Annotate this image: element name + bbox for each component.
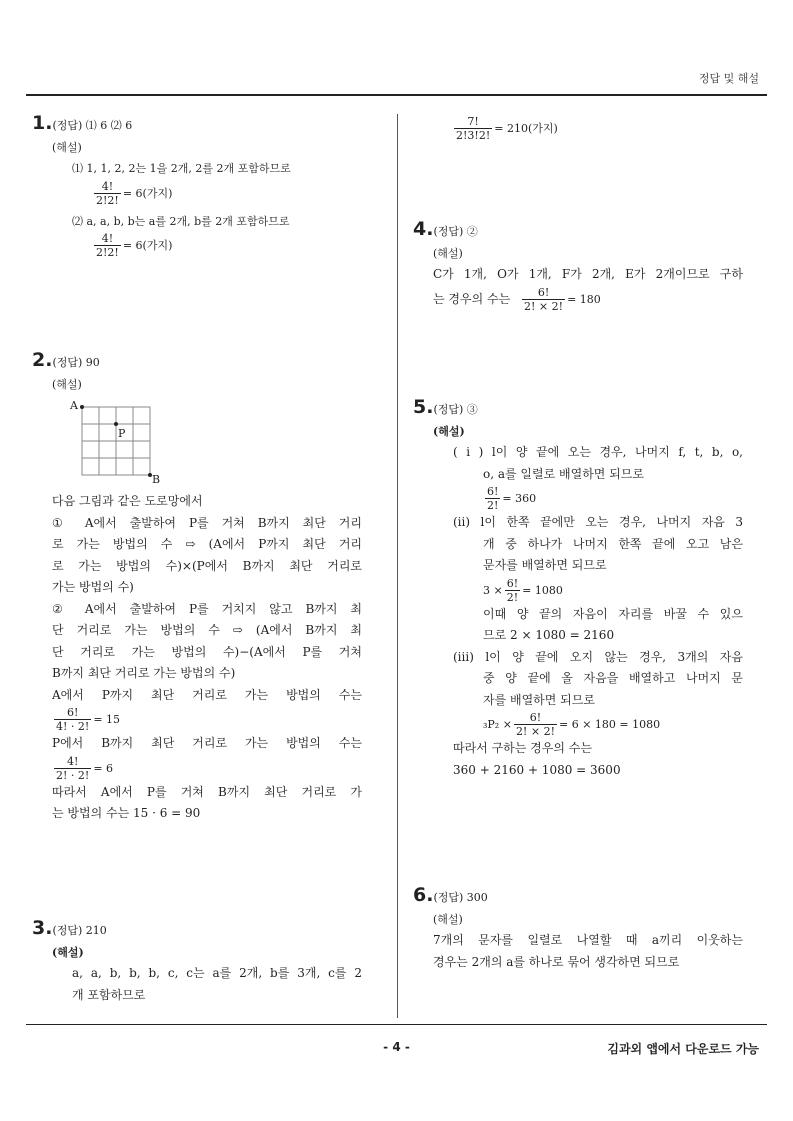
formula-result: = 6 × 180 = 1080 — [559, 718, 661, 731]
explanation-text: 따라서 A에서 P를 거쳐 B까지 최단 거리로 가 — [52, 784, 362, 799]
explanation-text: 가는 방법의 수) — [52, 580, 134, 594]
fraction-numerator: 7! — [467, 115, 479, 128]
fraction-numerator: 6! — [506, 576, 519, 590]
fraction-denominator: 2!3!2! — [456, 129, 491, 142]
case-text: 자를 배열하면 되므로 — [483, 692, 595, 707]
question-number: 4. — [413, 218, 434, 240]
explanation-label: (해설) — [52, 140, 82, 154]
question-4 — [413, 219, 743, 313]
explanation-text: 경우는 2개의 a를 하나로 묶어 생각하면 되므로 — [433, 954, 680, 969]
fraction-denominator: 2!2! — [96, 193, 119, 207]
question-1 — [32, 113, 372, 259]
case-text: 개 중 하나가 나머지 한쪽 끝에 오고 남은 — [483, 536, 743, 551]
conclusion-text: 따라서 구하는 경우의 수는 — [453, 741, 592, 755]
explanation-label: (해설) — [52, 945, 84, 959]
explanation-text: ② A에서 출발하여 P를 거치지 않고 B까지 최 — [52, 601, 362, 616]
road-grid-diagram — [52, 399, 161, 489]
formula-result: = 180 — [567, 292, 601, 306]
formula-result: = 6(가지) — [122, 239, 173, 252]
page-number: - 4 - — [383, 1040, 410, 1054]
question-2 — [32, 350, 362, 825]
fraction-numerator: 6! — [66, 706, 79, 719]
explanation-text: ⑵ a, a, b, b는 a를 2개, b를 2개 포함하므로 — [72, 214, 290, 228]
grid-svg — [52, 399, 162, 489]
fraction-numerator: 6! — [537, 285, 550, 299]
formula-result: = 6 — [93, 761, 114, 775]
case-text: (iii) l이 양 끝에 오지 않는 경우, 3개의 자음 — [453, 649, 743, 664]
grid-label-p: P — [118, 427, 126, 440]
explanation-label: (해설) — [433, 246, 463, 260]
fraction-denominator: 4! · 2! — [56, 720, 90, 733]
formula-result: = 15 — [93, 713, 121, 726]
question-5 — [413, 397, 743, 781]
answer-line: (정답) 210 — [52, 924, 107, 937]
fraction-denominator: 2! — [506, 590, 519, 604]
question-number: 5. — [413, 396, 434, 418]
question-3 — [32, 918, 362, 1006]
case-text: ( i ) l이 양 끝에 오는 경우, 나머지 f, t, b, o, — [453, 445, 743, 459]
explanation-text: 로 가는 방법의 수 ⇨ (A에서 P까지 최단 거리 — [52, 537, 362, 551]
formula — [32, 232, 372, 259]
fraction-numerator: 4! — [101, 232, 114, 245]
conclusion-text: 360 + 2160 + 1080 = 3600 — [453, 762, 621, 777]
grid-label-a: A — [70, 399, 78, 412]
formula-prefix: ₃P₂ × — [483, 718, 512, 731]
formula — [453, 485, 743, 512]
fraction-numerator: 6! — [487, 485, 499, 498]
explanation-text: 는 경우의 수는 — [433, 291, 511, 306]
explanation-text: ① A에서 출발하여 P를 거쳐 B까지 최단 거리 — [52, 515, 362, 530]
fraction-numerator: 4! — [101, 179, 114, 193]
explanation-label: (해설) — [52, 377, 82, 391]
column-divider — [397, 114, 398, 1018]
footer-note: 김과외 앱에서 다운로드 가능 — [607, 1042, 759, 1056]
question-6 — [413, 885, 743, 973]
fraction-denominator: 2! — [487, 499, 499, 512]
formula-result: = 210(가지) — [494, 122, 558, 135]
explanation-text: 단 거리로 가는 방법의 수)−(A에서 P를 거쳐 — [52, 644, 362, 659]
explanation-text: 는 방법의 수는 15 · 6 = 90 — [52, 806, 201, 820]
case-text: (ii) l이 한쪽 끝에만 오는 경우, 나머지 자음 3 — [453, 515, 743, 529]
case-text: 이때 양 끝의 자음이 자리를 바꿀 수 있으 — [483, 606, 743, 621]
grid-label-b: B — [152, 473, 161, 486]
formula-prefix: 3 × — [483, 583, 503, 597]
explanation-text: 개 포함하므로 — [72, 987, 146, 1002]
formula — [32, 180, 372, 207]
explanation-text: C가 1개, O가 1개, F가 2개, E가 2개이므로 구하 — [433, 267, 743, 281]
explanation-text: 다음 그림과 같은 도로망에서 — [52, 494, 203, 508]
answer-line: (정답) 300 — [433, 891, 488, 904]
answer-line: (정답) ⑴ 6 ⑵ 6 — [52, 119, 133, 132]
fraction-denominator: 2! × 2! — [524, 299, 564, 313]
explanation-text: 단 거리로 가는 방법의 수 ⇨ (A에서 B까지 최 — [52, 623, 362, 637]
answer-line: (정답) 90 — [52, 356, 100, 369]
answer-line: (정답) ③ — [433, 403, 478, 416]
formula-result: = 6(가지) — [122, 186, 173, 200]
formula-result: = 360 — [502, 492, 537, 505]
formula — [52, 706, 362, 733]
case-text: 므로 2 × 1080 = 2160 — [483, 628, 615, 642]
fraction-numerator: 4! — [66, 754, 79, 768]
footer-rule — [26, 1024, 767, 1025]
formula-result: = 1080 — [522, 583, 563, 597]
formula — [413, 286, 743, 313]
formula — [453, 711, 743, 738]
fraction-denominator: 2! · 2! — [56, 768, 90, 782]
question-number: 1. — [32, 112, 53, 134]
explanation-text: A에서 P까지 최단 거리로 가는 방법의 수는 — [52, 687, 362, 702]
question-number: 2. — [32, 349, 53, 371]
explanation-text: a, a, b, b, b, c, c는 a를 2개, b를 3개, c를 2 — [72, 966, 362, 980]
header-rule — [26, 94, 767, 96]
explanation-text: 로 가는 방법의 수)×(P에서 B까지 최단 거리로 — [52, 558, 362, 573]
question-number: 3. — [32, 917, 53, 939]
fraction-denominator: 2!2! — [96, 246, 119, 259]
question-number: 6. — [413, 884, 434, 906]
explanation-text: 7개의 문자를 일렬로 나열할 때 a끼리 이웃하는 — [433, 933, 743, 947]
formula — [52, 755, 362, 782]
case-text: 문자를 배열하면 되므로 — [483, 558, 607, 572]
fraction-denominator: 2! × 2! — [515, 725, 555, 738]
case-text: 중 양 끝에 올 자음을 배열하고 나머지 문 — [483, 671, 743, 685]
header-label: 정답 및 해설 — [698, 72, 759, 85]
case-text: o, a를 일렬로 배열하면 되므로 — [483, 466, 644, 481]
explanation-label: (해설) — [433, 424, 465, 438]
formula — [453, 577, 743, 604]
explanation-text: ⑴ 1, 1, 2, 2는 1을 2개, 2를 2개 포함하므로 — [72, 162, 291, 175]
explanation-text: P에서 B까지 최단 거리로 가는 방법의 수는 — [52, 736, 362, 750]
explanation-text: B까지 최단 거리로 가는 방법의 수) — [52, 666, 236, 680]
explanation-label: (해설) — [433, 912, 463, 926]
answer-line: (정답) ② — [433, 225, 478, 238]
question-3-formula — [452, 115, 652, 142]
fraction-numerator: 6! — [529, 711, 542, 724]
